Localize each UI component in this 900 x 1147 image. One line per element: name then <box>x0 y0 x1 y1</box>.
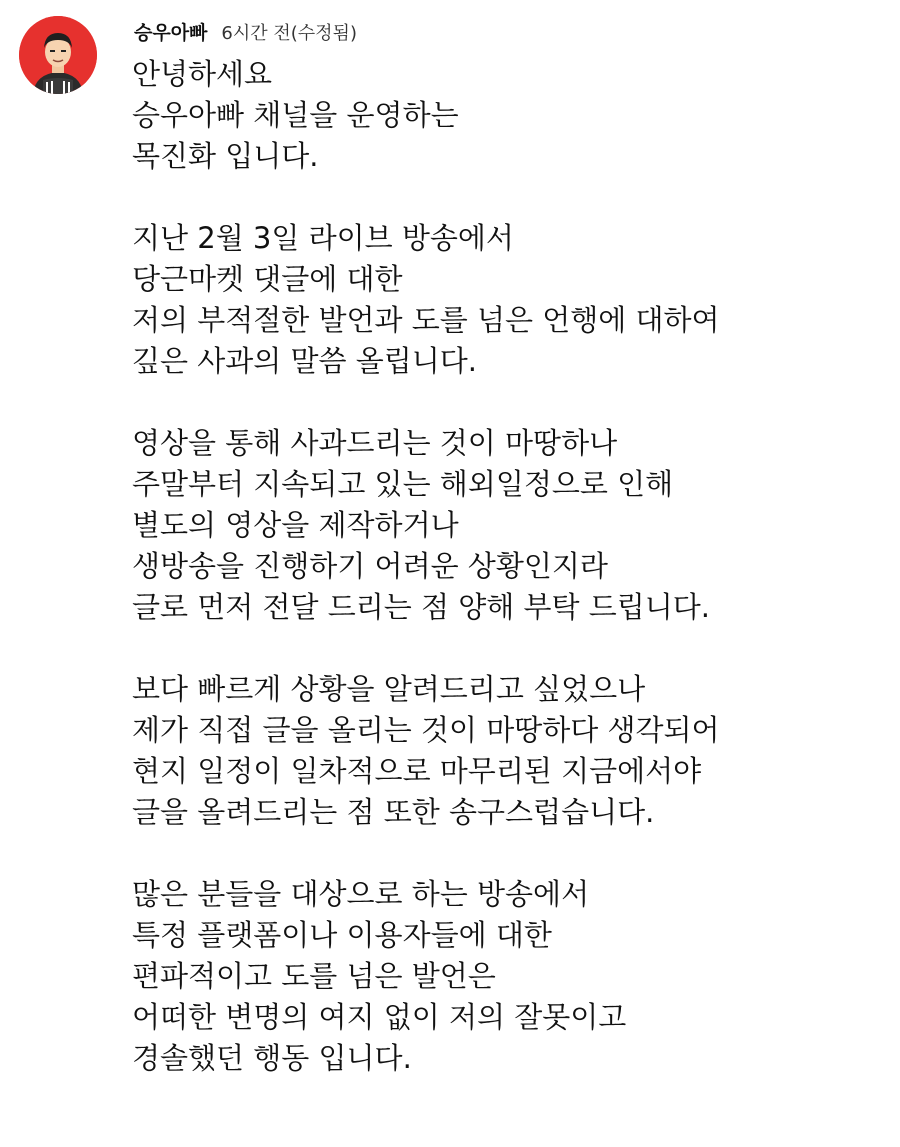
comment-paragraph <box>132 218 892 382</box>
comment-timestamp[interactable]: 6시간 전(수정됨) <box>221 23 357 44</box>
comment-line: 저의 부적절한 발언과 도를 넘은 언행에 대하여 <box>132 303 720 337</box>
comment-line: 보다 빠르게 상황을 알려드리고 싶었으나 <box>132 672 646 706</box>
comment-line: 지난 2월 3일 라이브 방송에서 <box>132 221 514 255</box>
comment-paragraph <box>132 423 892 628</box>
comment-line: 별도의 영상을 제작하거나 <box>132 508 459 542</box>
comment-line: 어떠한 변명의 여지 없이 저의 잘못이고 <box>132 1000 627 1034</box>
comment-line: 당근마켓 댓글에 대한 <box>132 262 403 296</box>
author-name[interactable]: 승우아빠 <box>134 22 208 44</box>
comment-line: 글로 먼저 전달 드리는 점 양해 부탁 드립니다. <box>132 590 710 624</box>
comment-body <box>132 54 892 1120</box>
comment-line: 목진화 입니다. <box>132 139 319 173</box>
comment-line: 특정 플랫폼이나 이용자들에 대한 <box>132 918 552 952</box>
avatar[interactable] <box>19 16 97 94</box>
comment-line: 주말부터 지속되고 있는 해외일정으로 인해 <box>132 467 674 501</box>
comment-line: 깊은 사과의 말씀 올립니다. <box>132 344 478 378</box>
comment-line: 안녕하세요 <box>132 57 273 91</box>
comment-line: 글을 올려드리는 점 또한 송구스럽습니다. <box>132 795 655 829</box>
comment-line: 많은 분들을 대상으로 하는 방송에서 <box>132 877 590 911</box>
comment-line: 생방송을 진행하기 어려운 상황인지라 <box>132 549 608 583</box>
comment-header <box>134 18 357 48</box>
comment-paragraph <box>132 874 892 1079</box>
comment-paragraph <box>132 669 892 833</box>
comment-line: 경솔했던 행동 입니다. <box>132 1041 412 1075</box>
comment-line: 승우아빠 채널을 운영하는 <box>132 98 459 132</box>
comment-line: 현지 일정이 일차적으로 마무리된 지금에서야 <box>132 754 702 788</box>
comment-line: 편파적이고 도를 넘은 발언은 <box>132 959 496 993</box>
comment-paragraph <box>132 54 892 177</box>
comment-line: 영상을 통해 사과드리는 것이 마땅하나 <box>132 426 618 460</box>
comment-line: 제가 직접 글을 올리는 것이 마땅하다 생각되어 <box>132 713 720 747</box>
profile-avatar-icon <box>19 16 97 94</box>
